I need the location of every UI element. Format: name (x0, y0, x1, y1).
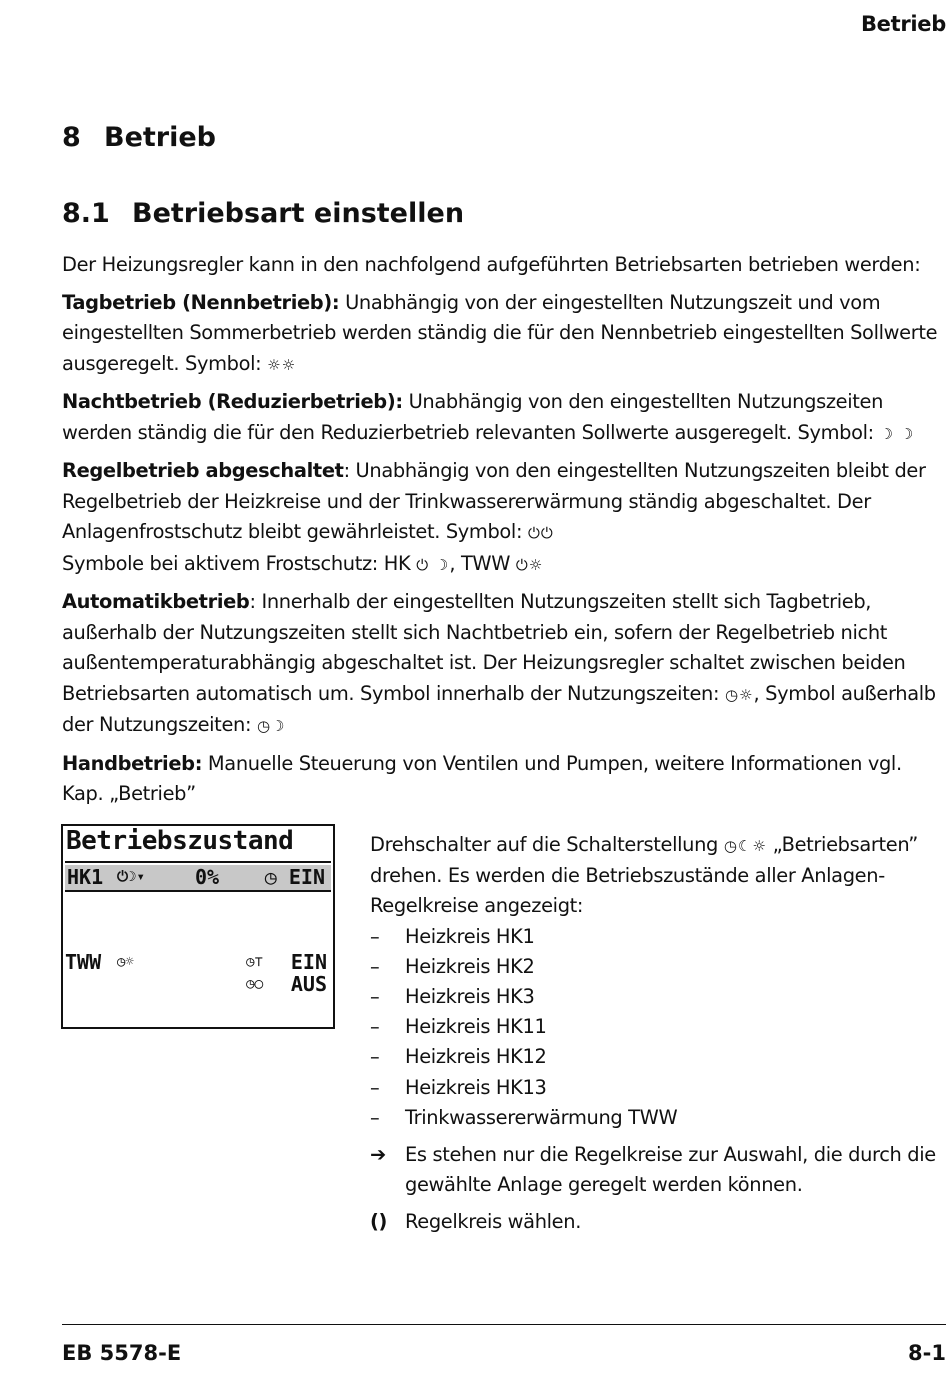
frost-text-2: , TWW (449, 551, 516, 575)
control-circuit-list (370, 922, 946, 1133)
note-text: Es stehen nur die Regelkreise zur Auswahl, die durch die gewählte Anlage geregelt werden können. (405, 1143, 936, 1197)
display-hk-status: ◷ EIN (264, 865, 325, 889)
clock-sun-icon: ◷☼ (724, 685, 754, 704)
chapter-number: 8 (62, 122, 81, 153)
display-row-hk1 (65, 865, 331, 890)
automatik-text-1: : Innerhalb der eingestellten Nutzungszeiten stellt sich Tagbetrieb, außerhalb der Nutzungszeiten stellt sich Nachtbetrieb ein, sofern der Regelbetrieb nicht außentemperaturabhängig abgeschaltet ist. Der Heizungsregler schaltet zwischen beiden Betriebsarten automatisch um. Symbol innerhalb der Nutzungszeiten: (62, 590, 906, 705)
hk-mode-icon: ⏻☽▾ (117, 869, 145, 885)
list-dash: – (370, 1075, 380, 1099)
power-off-icon: ⏻⏻ (527, 524, 554, 542)
tww-tap-icon: ◷⊤ (246, 954, 263, 970)
list-item-label: Heizkreis HK2 (405, 954, 535, 978)
document-number: EB 5578-E (62, 1341, 182, 1365)
section-heading (62, 198, 464, 229)
nachtbetrieb-paragraph (62, 387, 946, 449)
list-dash: – (370, 985, 380, 1009)
action-text: Regelkreis wählen. (405, 1210, 582, 1234)
action-step (370, 1207, 946, 1237)
clock-moon-icon: ◷☽ (256, 717, 286, 735)
list-item (370, 952, 946, 982)
automatik-label: Automatikbetrieb (62, 590, 250, 613)
chapter-title: Betrieb (104, 122, 217, 153)
section-title: Betriebsart einstellen (132, 198, 465, 229)
lcd-display (61, 824, 335, 1029)
list-dash: – (370, 1105, 380, 1129)
regelbetrieb-text: : Unabhängig von den eingestellten Nutzungszeiten bleibt der Regelbetrieb der Heizkreise und der Trinkwassererwärmung ständig abgeschaltet. Der Anlagenfrostschutz bleibt gewährleistet. Symbol: (62, 459, 926, 543)
running-header: Betrieb (860, 12, 946, 36)
frost-hk-icon: ⏻ ☽ (416, 555, 450, 574)
display-tww-status-2: AUS (290, 972, 327, 996)
footer-rule (62, 1324, 946, 1325)
handbetrieb-paragraph (62, 749, 946, 810)
display-hk-percent: 0% (195, 865, 220, 889)
list-dash: – (370, 924, 380, 948)
instruction-text-1: Drehschalter auf die Schalterstellung (370, 833, 724, 856)
instruction-paragraph (370, 830, 946, 922)
frost-tww-icon: ⏻☼ (515, 555, 544, 574)
regelbetrieb-paragraph (62, 456, 946, 580)
display-tww-name: TWW (65, 950, 102, 974)
list-item (370, 1103, 946, 1133)
tww-mode-icon: ◷☼ (117, 954, 134, 970)
display-divider-2 (65, 890, 331, 892)
list-item-label: Heizkreis HK3 (405, 985, 535, 1009)
list-item (370, 1012, 946, 1042)
regelbetrieb-label: Regelbetrieb abgeschaltet (62, 459, 344, 482)
list-item-label: Heizkreis HK12 (405, 1045, 547, 1069)
list-item-label: Trinkwassererwärmung TWW (405, 1105, 678, 1129)
section-number: 8.1 (62, 198, 110, 229)
list-dash: – (370, 1045, 380, 1069)
display-title: Betriebszustand (66, 826, 294, 856)
switch-position-icon: ◷☾☼ (723, 837, 767, 855)
list-dash: – (370, 954, 380, 978)
display-hk-name: HK1 (67, 865, 104, 889)
list-item (370, 922, 946, 952)
tagbetrieb-text: Unabhängig von der eingestellten Nutzungszeit und vom eingestellten Sommerbetrieb werden ständig die für den Nennbetrieb eingestellten Sollwerte ausgeregelt. Symbol: (62, 290, 938, 375)
rotary-knob-icon: () (370, 1210, 388, 1234)
nachtbetrieb-text: Unabhängig von den eingestellten Nutzungszeiten werden ständig die für den Reduzierbetrieb relevanten Sollwerte ausgeregelt. Symbol: (62, 390, 884, 444)
list-dash: – (370, 1015, 380, 1039)
chapter-heading (62, 122, 216, 153)
page-number: 8-1 (908, 1341, 946, 1365)
moon-icon: ☽ ☽ (879, 424, 915, 443)
list-item (370, 1073, 946, 1103)
list-item-label: Heizkreis HK1 (405, 924, 535, 948)
tagbetrieb-label: Tagbetrieb (Nennbetrieb): (62, 290, 340, 314)
display-divider (65, 861, 331, 863)
list-item (370, 1042, 946, 1072)
handbetrieb-label: Handbetrieb: (62, 751, 203, 775)
list-item-label: Heizkreis HK13 (405, 1075, 547, 1099)
instruction-text-2: „Betriebsarten” drehen. Es werden die Betriebszustände aller Anlagen-Regelkreise angezeigt: (370, 833, 918, 918)
nachtbetrieb-label: Nachtbetrieb (Reduzierbetrieb): (62, 390, 403, 413)
list-item (370, 982, 946, 1012)
instructions (370, 830, 946, 1238)
tagbetrieb-paragraph (62, 288, 946, 381)
arrow-icon: ➔ (370, 1143, 386, 1167)
automatik-text-2: , Symbol außerhalb der Nutzungszeiten: (62, 681, 936, 736)
note (370, 1140, 946, 1200)
display-tww-status-1: EIN (290, 950, 327, 974)
body-text (62, 250, 946, 817)
intro-paragraph: Der Heizungsregler kann in den nachfolgend aufgeführten Betriebsarten betrieben werden: (62, 253, 921, 276)
list-item-label: Heizkreis HK11 (405, 1015, 547, 1039)
automatik-paragraph (62, 587, 946, 742)
frost-text-1: Symbole bei aktivem Frostschutz: HK (62, 551, 417, 575)
tww-circulation-icon: ◷◯ (246, 976, 263, 992)
sun-icon: ☼☼ (267, 355, 297, 374)
handbetrieb-text: Manuelle Steuerung von Ventilen und Pumpen, weitere Informationen vgl. Kap. „Betrieb” (62, 751, 902, 805)
